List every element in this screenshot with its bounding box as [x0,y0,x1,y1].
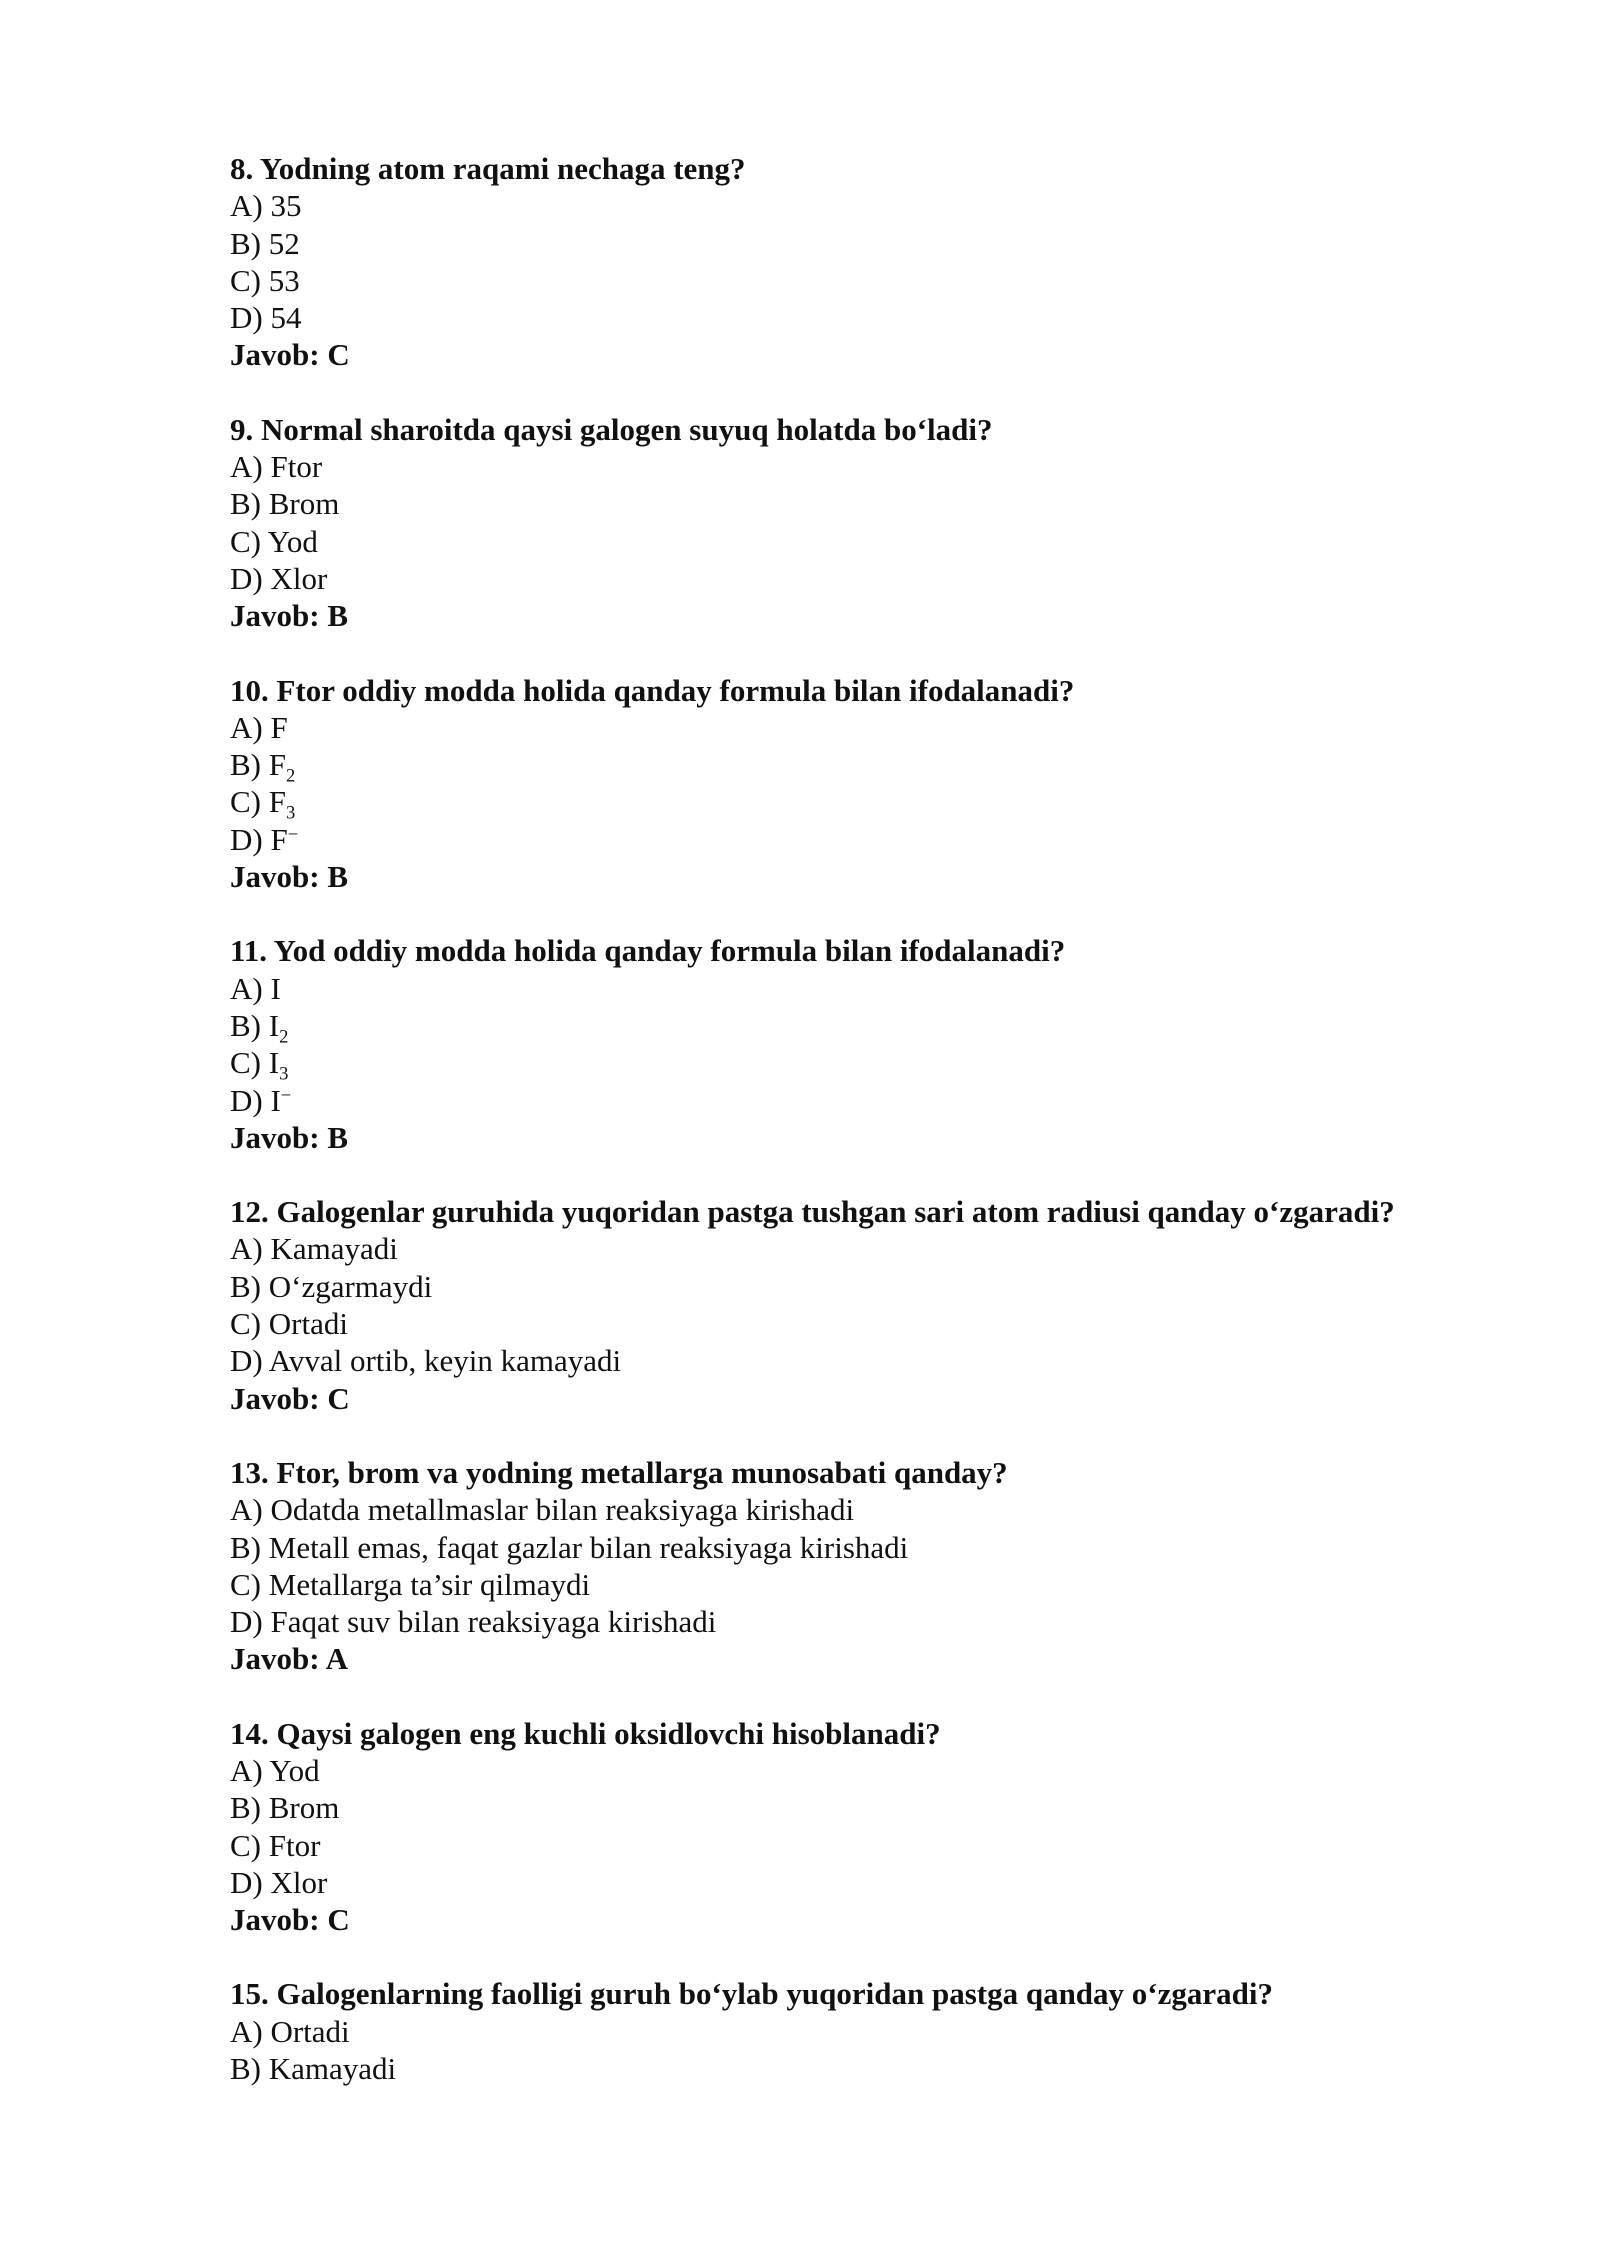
option-label: A) Ftor [230,449,323,485]
option-label: D) Xlor [230,1864,328,1900]
option-label: D) I [230,1082,281,1118]
answer-key: Javob: B [230,1119,348,1155]
option-label: A) Odatda metallmaslar bilan reaksiyaga kirishadi [230,1492,855,1528]
option-superscript: − [280,1084,292,1106]
answer-option [230,1082,1530,1119]
answer-option [230,709,1530,746]
option-label: A) F [230,709,288,745]
answer-option [230,2050,1530,2087]
answer-option [230,1603,1530,1640]
answer-option [230,1789,1530,1826]
option-label: D) Xlor [230,560,328,596]
answer-option [230,1827,1530,1864]
answer-key: Javob: C [230,1902,350,1938]
answer-option [230,746,1530,787]
option-label: B) Brom [230,1790,340,1826]
answer-option [230,1268,1530,1305]
option-label: C) Metallarga ta’sir qilmaydi [230,1566,591,1602]
option-label: C) 53 [230,262,300,298]
document-page [230,150,1530,2124]
answer-option [230,187,1530,224]
option-label: B) Metall emas, faqat gazlar bilan reaksiyaga kirishadi [230,1529,909,1565]
answer-key: Javob: C [230,1380,350,1416]
answer-option [230,1529,1530,1566]
answer-option [230,560,1530,597]
answer-option [230,1342,1530,1379]
option-label: C) Ortadi [230,1306,348,1342]
answer-option [230,299,1530,336]
answer-option [230,485,1530,522]
option-label: B) 52 [230,225,300,261]
option-subscript: 3 [286,802,296,824]
question-title: 13. Ftor, brom va yodning metallarga munosabati qanday? [230,1454,1008,1490]
option-label: A) Ortadi [230,2013,350,2049]
option-label: A) Kamayadi [230,1231,398,1267]
question-title: 14. Qaysi galogen eng kuchli oksidlovchi hisoblanadi? [230,1715,941,1751]
answer-option [230,1007,1530,1048]
option-label: B) I [230,1007,280,1043]
answer-option [230,1864,1530,1901]
answer-key: Javob: B [230,859,348,895]
answer-option [230,225,1530,262]
question-block [230,150,1530,374]
option-label: D) Avval ortib, keyin kamayadi [230,1343,622,1379]
answer-option [230,523,1530,560]
question-block [230,672,1530,896]
option-label: D) F [230,821,288,857]
question-block [230,411,1530,635]
answer-option [230,448,1530,485]
answer-key: Javob: A [230,1641,348,1677]
question-title: 8. Yodning atom raqami nechaga teng? [230,151,746,186]
answer-option [230,1044,1530,1085]
option-label: C) I [230,1045,280,1081]
question-title: 15. Galogenlarning faolligi guruh bo‘ylab yuqoridan pastga qanday o‘zgaradi? [230,1976,1273,2012]
option-label: C) Yod [230,523,318,559]
answer-key: Javob: B [230,598,348,634]
answer-option [230,1305,1530,1342]
question-block [230,932,1530,1156]
option-subscript: 2 [279,1026,289,1048]
answer-option [230,970,1530,1007]
question-block [230,1715,1530,1939]
option-label: B) Brom [230,486,340,522]
answer-key: Javob: C [230,337,350,373]
option-superscript: − [287,823,299,845]
option-subscript: 2 [286,765,296,787]
answer-option [230,1491,1530,1528]
option-label: D) 54 [230,300,302,336]
answer-option [230,783,1530,824]
answer-option [230,1230,1530,1267]
answer-option [230,821,1530,858]
answer-option [230,2013,1530,2050]
option-label: B) O‘zgarmaydi [230,1268,433,1304]
option-label: A) 35 [230,188,302,224]
question-title: 10. Ftor oddiy modda holida qanday formula bilan ifodalanadi? [230,672,1075,708]
option-label: C) Ftor [230,1827,321,1863]
option-label: C) F [230,784,286,820]
option-label: A) I [230,970,281,1006]
question-block [230,1454,1530,1678]
option-label: A) Yod [230,1752,320,1788]
option-subscript: 3 [279,1063,289,1085]
answer-option [230,1566,1530,1603]
option-label: D) Faqat suv bilan reaksiyaga kirishadi [230,1604,717,1640]
option-label: B) Kamayadi [230,2051,397,2087]
option-label: B) F [230,747,286,783]
answer-option [230,262,1530,299]
question-title: 12. Galogenlar guruhida yuqoridan pastga tushgan sari atom radiusi qanday o‘zgaradi? [230,1194,1395,1230]
answer-option [230,1752,1530,1789]
question-block [230,1975,1530,2087]
question-title: 11. Yod oddiy modda holida qanday formula bilan ifodalanadi? [230,933,1066,969]
question-block [230,1193,1530,1417]
question-title: 9. Normal sharoitda qaysi galogen suyuq holatda bo‘ladi? [230,411,993,447]
